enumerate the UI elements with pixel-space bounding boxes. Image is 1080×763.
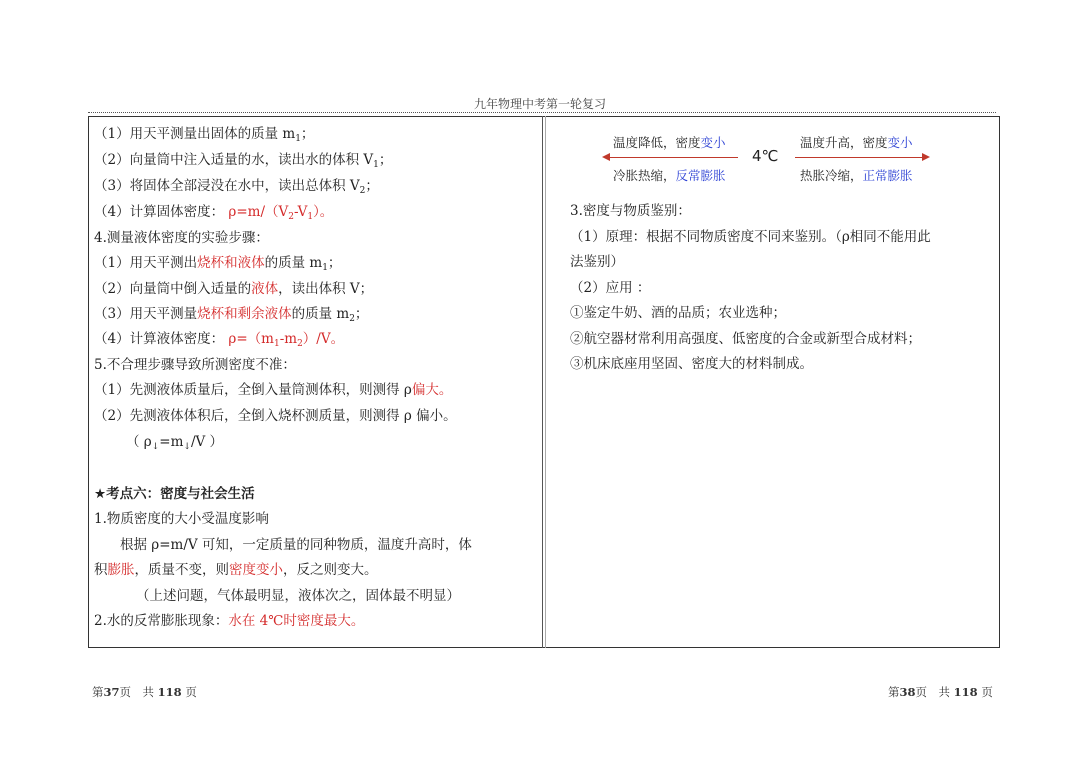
diagram-bottom-left: 冷胀热缩，反常膨胀 [613, 168, 726, 183]
diagram-center-temp: 4℃ [752, 147, 779, 165]
temp-title: 1.物质密度的大小受温度影响 [94, 511, 269, 527]
footer-left-page-number: 第37页 共 118 页 [92, 685, 197, 699]
liquid-step-4: （4）计算液体密度： $\rho=(m_1-m_2)/V$。 [94, 331, 345, 349]
liquid-step-1: （1）用天平测出烧杯和液体的质量 $m_1$； [94, 255, 342, 273]
footer-right-page-number: 第38页 共 118 页 [888, 685, 993, 699]
error-formula: （ $\rho_↓=m_↓/V$ ） [126, 434, 224, 452]
section-heading-6: ★考点六：密度与社会生活 [94, 486, 255, 502]
anomaly-title: 2.水的反常膨胀现象：水在 4℃时密度最大。 [94, 613, 365, 629]
liquid-step-2: （2）向量筒中倒入适量的液体，读出体积 V； [94, 281, 374, 297]
arrow-right-head [922, 153, 930, 161]
temp-text-2: 积膨胀，质量不变，则密度变小，反之则变大。 [94, 562, 378, 578]
identify-principle: （1）原理：根据不同物质密度不同来鉴别。（ρ相同不能用此 [570, 229, 931, 245]
identify-principle-cont: 法鉴别） [570, 254, 624, 270]
temp-note: （上述问题，气体最明显，液体次之，固体最不明显） [136, 588, 460, 604]
application-item-3: ③机床底座用坚固、密度大的材料制成。 [570, 356, 813, 372]
application-item-1: ①鉴定牛奶、酒的品质；农业选种； [570, 305, 786, 321]
application-item-2: ②航空器材常利用高强度、低密度的合金或新型合成材料； [570, 331, 921, 347]
identify-title: 3.密度与物质鉴别： [570, 203, 691, 219]
solid-step-1: （1）用天平测量出固体的质量 $m_1$； [94, 126, 315, 144]
arrow-left [608, 157, 738, 158]
column-divider-inner [545, 116, 546, 648]
solid-step-2: （2）向量筒中注入适量的水，读出水的体积 $V_1$； [94, 152, 393, 170]
page-header: 九年物理中考第一轮复习 [473, 97, 606, 111]
solid-step-3: （3）将固体全部浸没在水中，读出总体积 $V_2$； [94, 178, 379, 196]
identify-application: （2）应用 ： [570, 280, 651, 296]
diagram-bottom-right: 热胀冷缩，正常膨胀 [800, 168, 913, 183]
header-divider [88, 112, 996, 113]
temp-text-1: 根据 ρ=m/V 可知，一定质量的同种物质，温度升高时，体 [120, 537, 472, 553]
diagram-top-left: 温度降低，密度变小 [613, 135, 726, 150]
error-case-2: （2）先测液体体积后，全倒入烧杯测质量，则测得 ρ 偏小。 [94, 408, 457, 424]
error-case-1: （1）先测液体质量后，全倒入量筒测体积，则测得 ρ偏大。 [94, 382, 453, 398]
diagram-top-right: 温度升高，密度变小 [800, 135, 913, 150]
liquid-step-3: （3）用天平测量烧杯和剩余液体的质量 $m_2$； [94, 306, 369, 324]
solid-step-4: （4）计算固体密度： $\rho=m/(V_2-V_1)$。 [94, 204, 334, 222]
column-divider [542, 116, 543, 648]
error-title: 5.不合理步骤导致所测密度不准： [94, 357, 296, 373]
arrow-right [795, 157, 923, 158]
liquid-title: 4.测量液体密度的实验步骤： [94, 230, 269, 246]
